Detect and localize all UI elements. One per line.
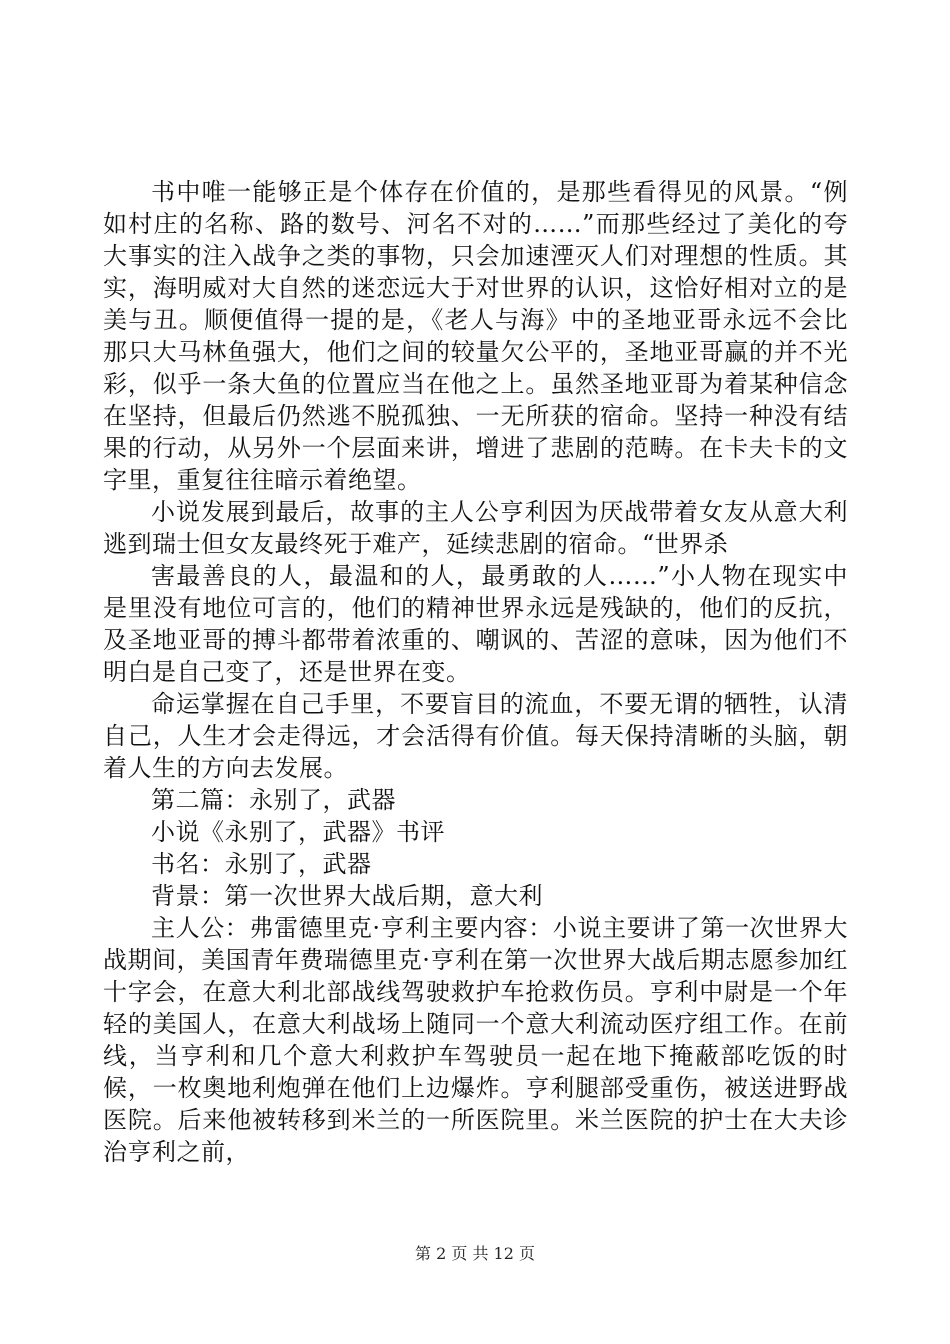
paragraph-fate: 命运掌握在自己手里，不要盲目的流血，不要无谓的牺牲，认清自己，人生才会走得远，才会活得有价值。每天保持清晰的头脑，朝着人生的方向去发展。 (103, 690, 848, 782)
paragraph-ending: 小说发展到最后，故事的主人公亨利因为厌战带着女友从意大利逃到瑞士但女友最终死于难产，延续悲剧的宿命。“世界杀 (103, 498, 848, 558)
review-title: 小说《永别了，武器》书评 (151, 818, 445, 846)
section-heading: 第二篇：永别了，武器 (151, 786, 396, 814)
paragraph-summary: 主人公：弗雷德里克·亨利主要内容：小说主要讲了第一次世界大战期间，美国青年费瑞德里克·亨利在第一次世界大战后期志愿参加红十字会，在意大利北部战线驾驶救护车抢救伤员。亨利中尉是一个年轻的美国人，在意大利战场上随同一个意大利流动医疗组工作。在前线，当亨利和几个意大利救护车驾驶员一起在地下掩蔽部吃饭的时候，一枚奥地利炮弹在他们上边爆炸。亨利腿部受重伤，被送进野战医院。后来他被转移到米兰的一所医院里。米兰医院的护士在大夫诊治亨利之前， (103, 914, 848, 1166)
document-body (103, 176, 848, 1168)
book-background: 背景：第一次世界大战后期，意大利 (151, 882, 543, 910)
book-name: 书名：永别了，武器 (151, 850, 372, 878)
paragraph-scenery: 书中唯一能够正是个体存在价值的，是那些看得见的风景。“例如村庄的名称、路的数号、河名不对的……”而那些经过了美化的夸大事实的注入战争之类的事物，只会加速湮灭人们对理想的性质。其实，海明威对大自然的迷恋远大于对世界的认识，这恰好相对立的是美与丑。顺便值得一提的是，《老人与海》中的圣地亚哥永远不会比那只大马林鱼强大，他们之间的较量欠公平的，圣地亚哥赢的并不光彩，似乎一条大鱼的位置应当在他之上。虽然圣地亚哥为着某种信念在坚持，但最后仍然逃不脱孤独、一无所获的宿命。坚持一种没有结果的行动，从另外一个层面来讲，增进了悲剧的范畴。在卡夫卡的文字里，重复往往暗示着绝望。 (103, 178, 848, 494)
page-footer: 第 2 页 共 12 页 (415, 1244, 535, 1263)
paragraph-little-people: 害最善良的人，最温和的人，最勇敢的人……”小人物在现实中是里没有地位可言的，他们的精神世界永远是残缺的，他们的反抗，及圣地亚哥的搏斗都带着浓重的、嘲讽的、苦涩的意味，因为他们不明白是自己变了，还是世界在变。 (103, 562, 848, 686)
